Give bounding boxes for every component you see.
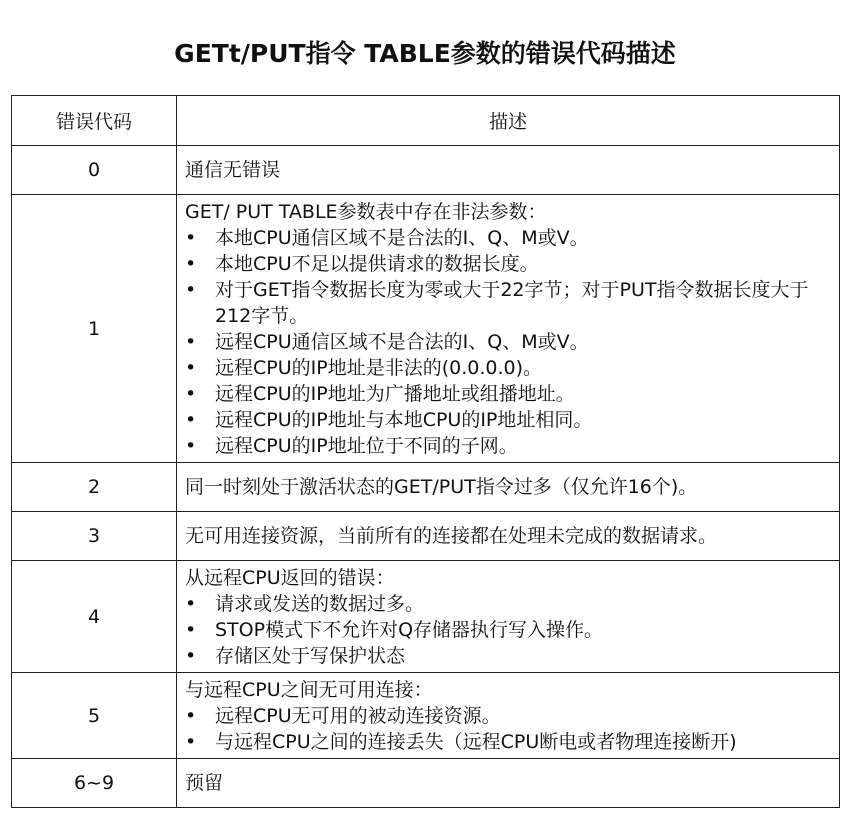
bullet-list xyxy=(185,225,835,459)
list-item-text: 远程CPU的IP地址为广播地址或组播地址。 xyxy=(215,382,575,405)
description-text: 通信无错误 xyxy=(185,159,281,181)
bullet-icon: • xyxy=(185,592,197,615)
bullet-icon: • xyxy=(185,278,197,301)
list-item-text: 远程CPU的IP地址是非法的(0.0.0.0)。 xyxy=(215,356,542,379)
description-text: GET/ PUT TABLE参数表中存在非法参数： xyxy=(185,200,547,223)
description-cell xyxy=(177,463,840,512)
error-code-table xyxy=(11,95,840,808)
list-item-text: 存储区处于写保护状态 xyxy=(215,644,406,667)
list-item xyxy=(185,329,835,355)
list-item xyxy=(185,381,835,407)
list-item xyxy=(185,433,835,459)
list-item xyxy=(185,225,835,251)
table-row xyxy=(12,561,840,673)
bullet-icon: • xyxy=(185,356,197,379)
header-description: 描述 xyxy=(177,96,840,146)
error-code-cell: 4 xyxy=(12,561,177,673)
bullet-icon: • xyxy=(185,644,197,667)
list-item xyxy=(185,591,835,617)
list-item-text: 与远程CPU之间的连接丢失（远程CPU断电或者物理连接断开) xyxy=(215,730,737,753)
list-item-text: 远程CPU通信区域不是合法的I、Q、M或V。 xyxy=(215,330,589,353)
bullet-list xyxy=(185,703,835,755)
table-row xyxy=(12,146,840,195)
bullet-list xyxy=(185,591,835,669)
list-item xyxy=(185,643,835,669)
bullet-icon: • xyxy=(185,730,197,753)
description-text: 与远程CPU之间无可用连接： xyxy=(185,678,433,701)
error-code-cell: 2 xyxy=(12,463,177,512)
description-cell xyxy=(177,561,840,673)
table-row xyxy=(12,673,840,759)
description-text: 无可用连接资源，当前所有的连接都在处理未完成的数据请求。 xyxy=(185,525,718,547)
error-code-cell: 3 xyxy=(12,512,177,561)
list-item xyxy=(185,355,835,381)
table-row xyxy=(12,759,840,808)
description-cell xyxy=(177,512,840,561)
description-cell xyxy=(177,673,840,759)
error-code-cell: 6~9 xyxy=(12,759,177,808)
list-item-text: 远程CPU无可用的被动连接资源。 xyxy=(215,704,501,727)
description-cell xyxy=(177,146,840,195)
header-error-code: 错误代码 xyxy=(12,96,177,146)
list-item-text: 远程CPU的IP地址与本地CPU的IP地址相同。 xyxy=(215,408,593,431)
description-text: 同一时刻处于激活状态的GET/PUT指令过多（仅允许16个)。 xyxy=(185,476,698,498)
list-item-text: STOP模式下不允许对Q存储器执行写入操作。 xyxy=(215,618,604,641)
table-header-row xyxy=(12,96,840,146)
bullet-icon: • xyxy=(185,226,197,249)
bullet-icon: • xyxy=(185,704,197,727)
list-item-text: 远程CPU的IP地址位于不同的子网。 xyxy=(215,434,518,457)
bullet-icon: • xyxy=(185,618,197,641)
error-code-cell: 1 xyxy=(12,195,177,463)
list-item xyxy=(185,617,835,643)
bullet-icon: • xyxy=(185,408,197,431)
list-item-text: 请求或发送的数据过多。 xyxy=(215,592,425,615)
table-row xyxy=(12,195,840,463)
list-item-text: 本地CPU通信区域不是合法的I、Q、M或V。 xyxy=(215,226,589,249)
list-item xyxy=(185,729,835,755)
error-code-cell: 0 xyxy=(12,146,177,195)
bullet-icon: • xyxy=(185,434,197,457)
list-item xyxy=(185,407,835,433)
description-text: 从远程CPU返回的错误： xyxy=(185,566,395,589)
bullet-icon: • xyxy=(185,382,197,405)
description-cell xyxy=(177,759,840,808)
table-body xyxy=(12,146,840,808)
list-item xyxy=(185,703,835,729)
bullet-icon: • xyxy=(185,330,197,353)
page-title: GETt/PUT指令 TABLE参数的错误代码描述 xyxy=(174,39,676,68)
list-item xyxy=(185,251,835,277)
list-item-text: 对于GET指令数据长度为零或大于22字节；对于PUT指令数据长度大于212字节。 xyxy=(215,278,809,327)
table-row xyxy=(12,463,840,512)
list-item xyxy=(185,277,835,329)
description-cell xyxy=(177,195,840,463)
table-row xyxy=(12,512,840,561)
description-text: 预留 xyxy=(185,772,224,794)
error-code-cell: 5 xyxy=(12,673,177,759)
list-item-text: 本地CPU不足以提供请求的数据长度。 xyxy=(215,252,539,275)
bullet-icon: • xyxy=(185,252,197,275)
